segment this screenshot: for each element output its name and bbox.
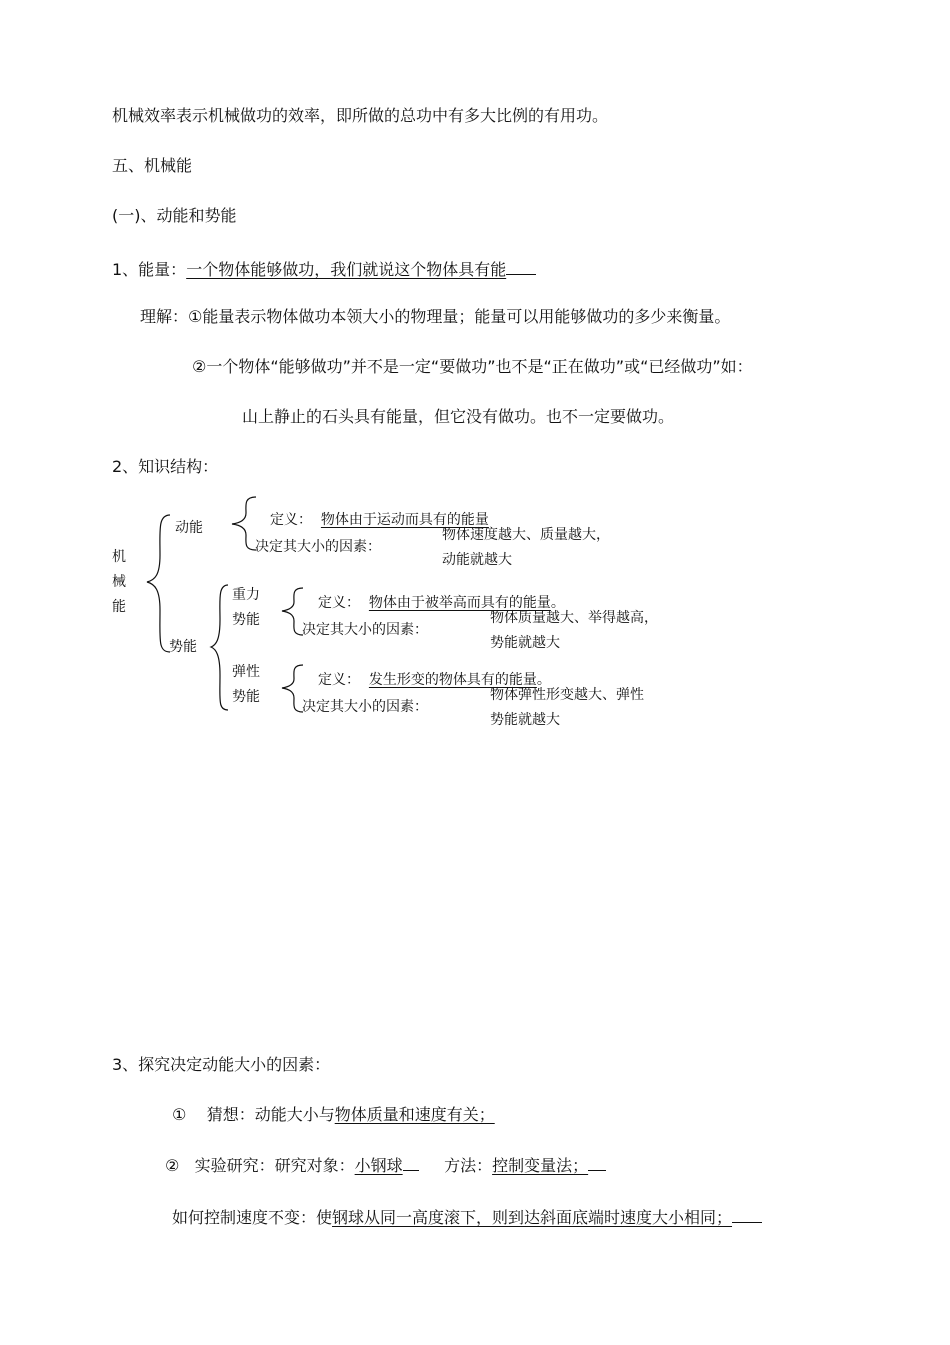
control-label: 如何控制速度不变：使 (172, 1208, 333, 1227)
elastic-name-line-1: 弹性 (232, 664, 260, 680)
experiment-object: 小钢球 (354, 1156, 403, 1175)
understanding-point-2: ②一个物体“能够做功”并不是一定“要做功”也不是“正在做功”或“已经做功”如： (192, 357, 753, 376)
gravity-factor-line-2: 势能就越大 (490, 635, 560, 651)
gravity-factor-label: 决定其大小的因素： (302, 622, 428, 638)
paragraph-efficiency: 机械效率表示机械做功的效率，即所做的总功中有多大比例的有用功。 (112, 106, 609, 125)
brace-elastic-potential (282, 665, 303, 712)
kinetic-def-label: 定义： (270, 512, 312, 528)
answer-blank (403, 1154, 419, 1171)
kinetic-factor-line-1: 物体速度越大、质量越大， (442, 527, 610, 543)
item-3-heading: 3、探究决定动能大小的因素： (112, 1055, 331, 1074)
brace-kinetic (232, 497, 256, 550)
item-1-definition: 一个物体能够做功，我们就说这个物体具有能 (186, 260, 507, 279)
experiment-label: 实验研究：研究对象： (194, 1156, 355, 1175)
tree-root-char-1: 机 (112, 549, 126, 565)
method-answer: 控制变量法； (492, 1156, 589, 1175)
answer-blank (732, 1206, 762, 1223)
elastic-factor-line-1: 物体弹性形变越大、弹性 (490, 687, 644, 703)
understanding-label: 理解： (140, 307, 189, 326)
understanding-text-1: ①能量表示物体做功本领大小的物理量；能量可以用能够做功的多少来衡量。 (188, 307, 731, 326)
experiment-number: ② (165, 1156, 180, 1175)
section-heading-5: 五、机械能 (112, 156, 193, 175)
brace-gravity-potential (282, 588, 303, 635)
gravity-def-dot: 。 (550, 595, 565, 611)
gravity-factor-line-1: 物体质量越大、举得越高， (490, 610, 658, 626)
kinetic-def-text: 物体由于运动而具有的能量 (320, 512, 489, 528)
control-line (172, 1206, 762, 1228)
guess-line (172, 1105, 495, 1125)
elastic-def-text: 发生形变的物体具有的能量 (368, 672, 537, 688)
experiment-line (165, 1154, 606, 1176)
elastic-def-label: 定义： (318, 672, 360, 688)
guess-answer: 物体质量和速度有关； (334, 1105, 495, 1124)
guess-number: ① (172, 1105, 187, 1124)
elastic-factor-line-2: 势能就越大 (490, 712, 560, 728)
brace-potential (211, 585, 228, 710)
gravity-name-line-2: 势能 (232, 612, 260, 628)
gravity-def-label: 定义： (318, 595, 360, 611)
method-label: 方法： (444, 1156, 493, 1175)
kinetic-factor-label: 决定其大小的因素： (255, 539, 381, 555)
elastic-factor-label: 决定其大小的因素： (302, 699, 428, 715)
understanding-point-2-continued: 山上静止的石头具有能量，但它没有做功。也不一定要做功。 (242, 407, 675, 426)
gravity-def-text: 物体由于被举高而具有的能量 (368, 595, 551, 611)
elastic-name-line-2: 势能 (232, 689, 260, 705)
gravity-name-line-1: 重力 (232, 587, 260, 603)
guess-label: 猜想：动能大小与 (206, 1105, 335, 1124)
control-answer: 钢球从同一高度滚下，则到达斜面底端时速度大小相同； (332, 1208, 733, 1227)
kinetic-factor-line-2: 动能就越大 (442, 552, 512, 568)
item-1-label: 1、能量： (112, 260, 187, 279)
tree-kinetic-label: 动能 (175, 520, 203, 536)
tree-root-char-3: 能 (112, 599, 126, 615)
tree-potential-label: 势能 (169, 639, 197, 655)
elastic-def-dot: 。 (536, 672, 551, 688)
item-2-structure: 2、知识结构： (112, 457, 219, 476)
answer-blank (588, 1154, 606, 1171)
subsection-heading: (一)、动能和势能 (112, 206, 237, 225)
tree-root-char-2: 械 (112, 574, 126, 590)
brace-mechanical-energy (147, 515, 170, 652)
